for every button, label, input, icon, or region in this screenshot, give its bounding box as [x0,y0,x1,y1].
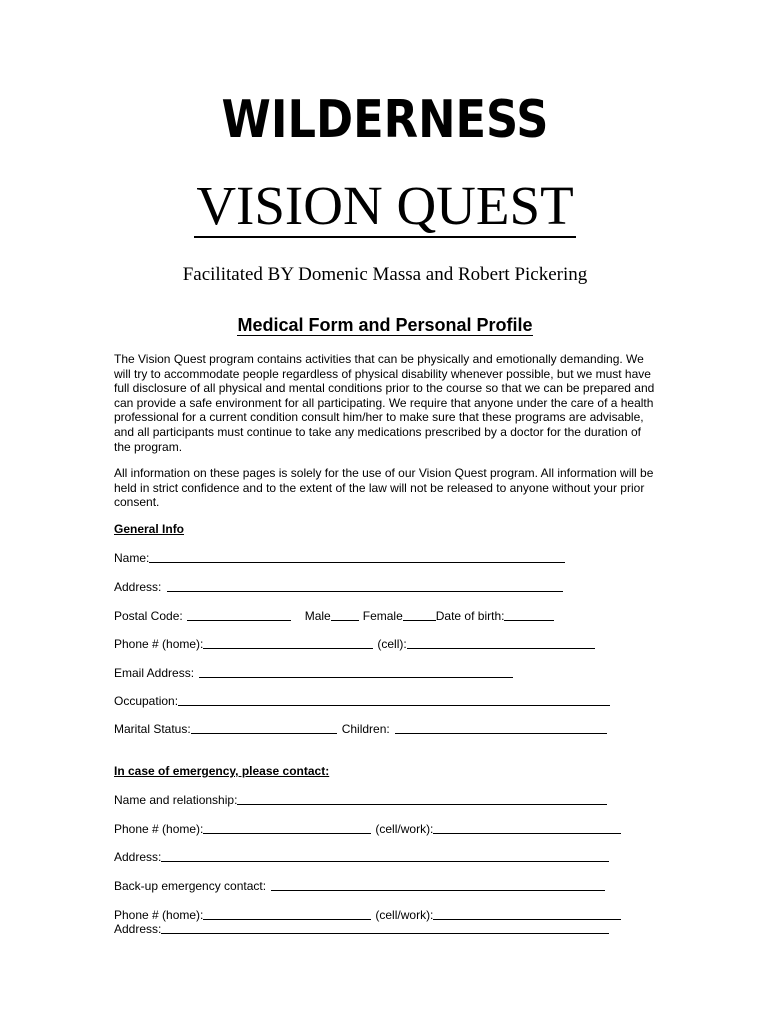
name-relationship-label: Name and relationship: [114,793,238,807]
emergency-phone-row [114,819,621,837]
phone-home-field[interactable] [203,648,373,649]
general-info-heading: General Info [114,522,185,536]
occupation-field[interactable] [178,705,610,706]
marital-row [114,719,607,737]
male-field[interactable] [331,620,359,621]
form-title-text: Medical Form and Personal Profile [237,315,533,335]
backup-address-label: Address: [114,922,162,936]
backup-contact-field[interactable] [271,890,605,891]
title-wilderness: WILDERNESS [221,90,549,150]
backup-address-row [114,919,609,937]
phone-home-label: Phone # (home): [114,637,204,651]
backup-row [114,876,605,894]
title-vision-quest-text: VISION QUEST [196,175,574,236]
occupation-row [114,691,610,709]
postal-code-field[interactable] [187,620,291,621]
cell-label: (cell): [377,637,407,651]
children-field[interactable] [395,733,607,734]
emergency-address-field[interactable] [161,861,609,862]
title-vision-quest [0,174,770,238]
name-field[interactable] [149,562,565,563]
address-field[interactable] [167,591,563,592]
email-label: Email Address: [114,666,195,680]
email-field[interactable] [199,677,513,678]
backup-cell-work-label: (cell/work): [375,908,434,922]
emergency-address-row [114,847,609,865]
female-field[interactable] [403,620,436,621]
postal-code-label: Postal Code: [114,609,183,623]
emergency-cell-work-label: (cell/work): [375,822,434,836]
occupation-label: Occupation: [114,694,179,708]
backup-phone-home-label: Phone # (home): [114,908,204,922]
emergency-cell-work-field[interactable] [433,833,621,834]
emergency-phone-home-label: Phone # (home): [114,822,204,836]
phone-row [114,634,595,652]
address-row [114,577,563,595]
form-title [0,315,770,336]
marital-status-field[interactable] [191,733,337,734]
postal-row [114,606,554,624]
name-label: Name: [114,551,150,565]
male-label: Male [304,609,331,623]
marital-status-label: Marital Status: [114,722,191,736]
dob-label: Date of birth: [435,609,505,623]
intro-paragraph-2: All information on these pages is solely for the use of our Vision Quest program. All information will be held in strict confidence and to the extent of the law will not be released to anyone without your prior consent. [114,466,654,510]
emergency-phone-home-field[interactable] [203,833,371,834]
facilitators-line: Facilitated BY Domenic Massa and Robert Pickering [182,264,588,285]
address-label: Address: [114,580,162,594]
female-label: Female [362,609,403,623]
email-row [114,663,513,681]
cell-field[interactable] [407,648,595,649]
emergency-heading: In case of emergency, please contact: [114,764,330,778]
backup-address-field[interactable] [161,933,609,934]
dob-field[interactable] [504,620,554,621]
name-row [114,548,565,566]
children-label: Children: [341,722,390,736]
name-relationship-field[interactable] [237,804,607,805]
emergency-name-row [114,790,607,808]
backup-contact-label: Back-up emergency contact: [114,879,267,893]
intro-paragraph-1: The Vision Quest program contains activities that can be physically and emotionally demanding. We will try to accommodate people regardless of physical disability whenever possible, but we must have full disclosure of all physical and mental conditions prior to the course so that we can be prepared and can provide a safe environment for all participating. We require that anyone under the care of a health professional for a current condition consult him/her to make sure that these programs are advisable, and all participants must continue to take any medications prescribed by a doctor for the duration of the program. [114,352,655,454]
emergency-address-label: Address: [114,850,162,864]
